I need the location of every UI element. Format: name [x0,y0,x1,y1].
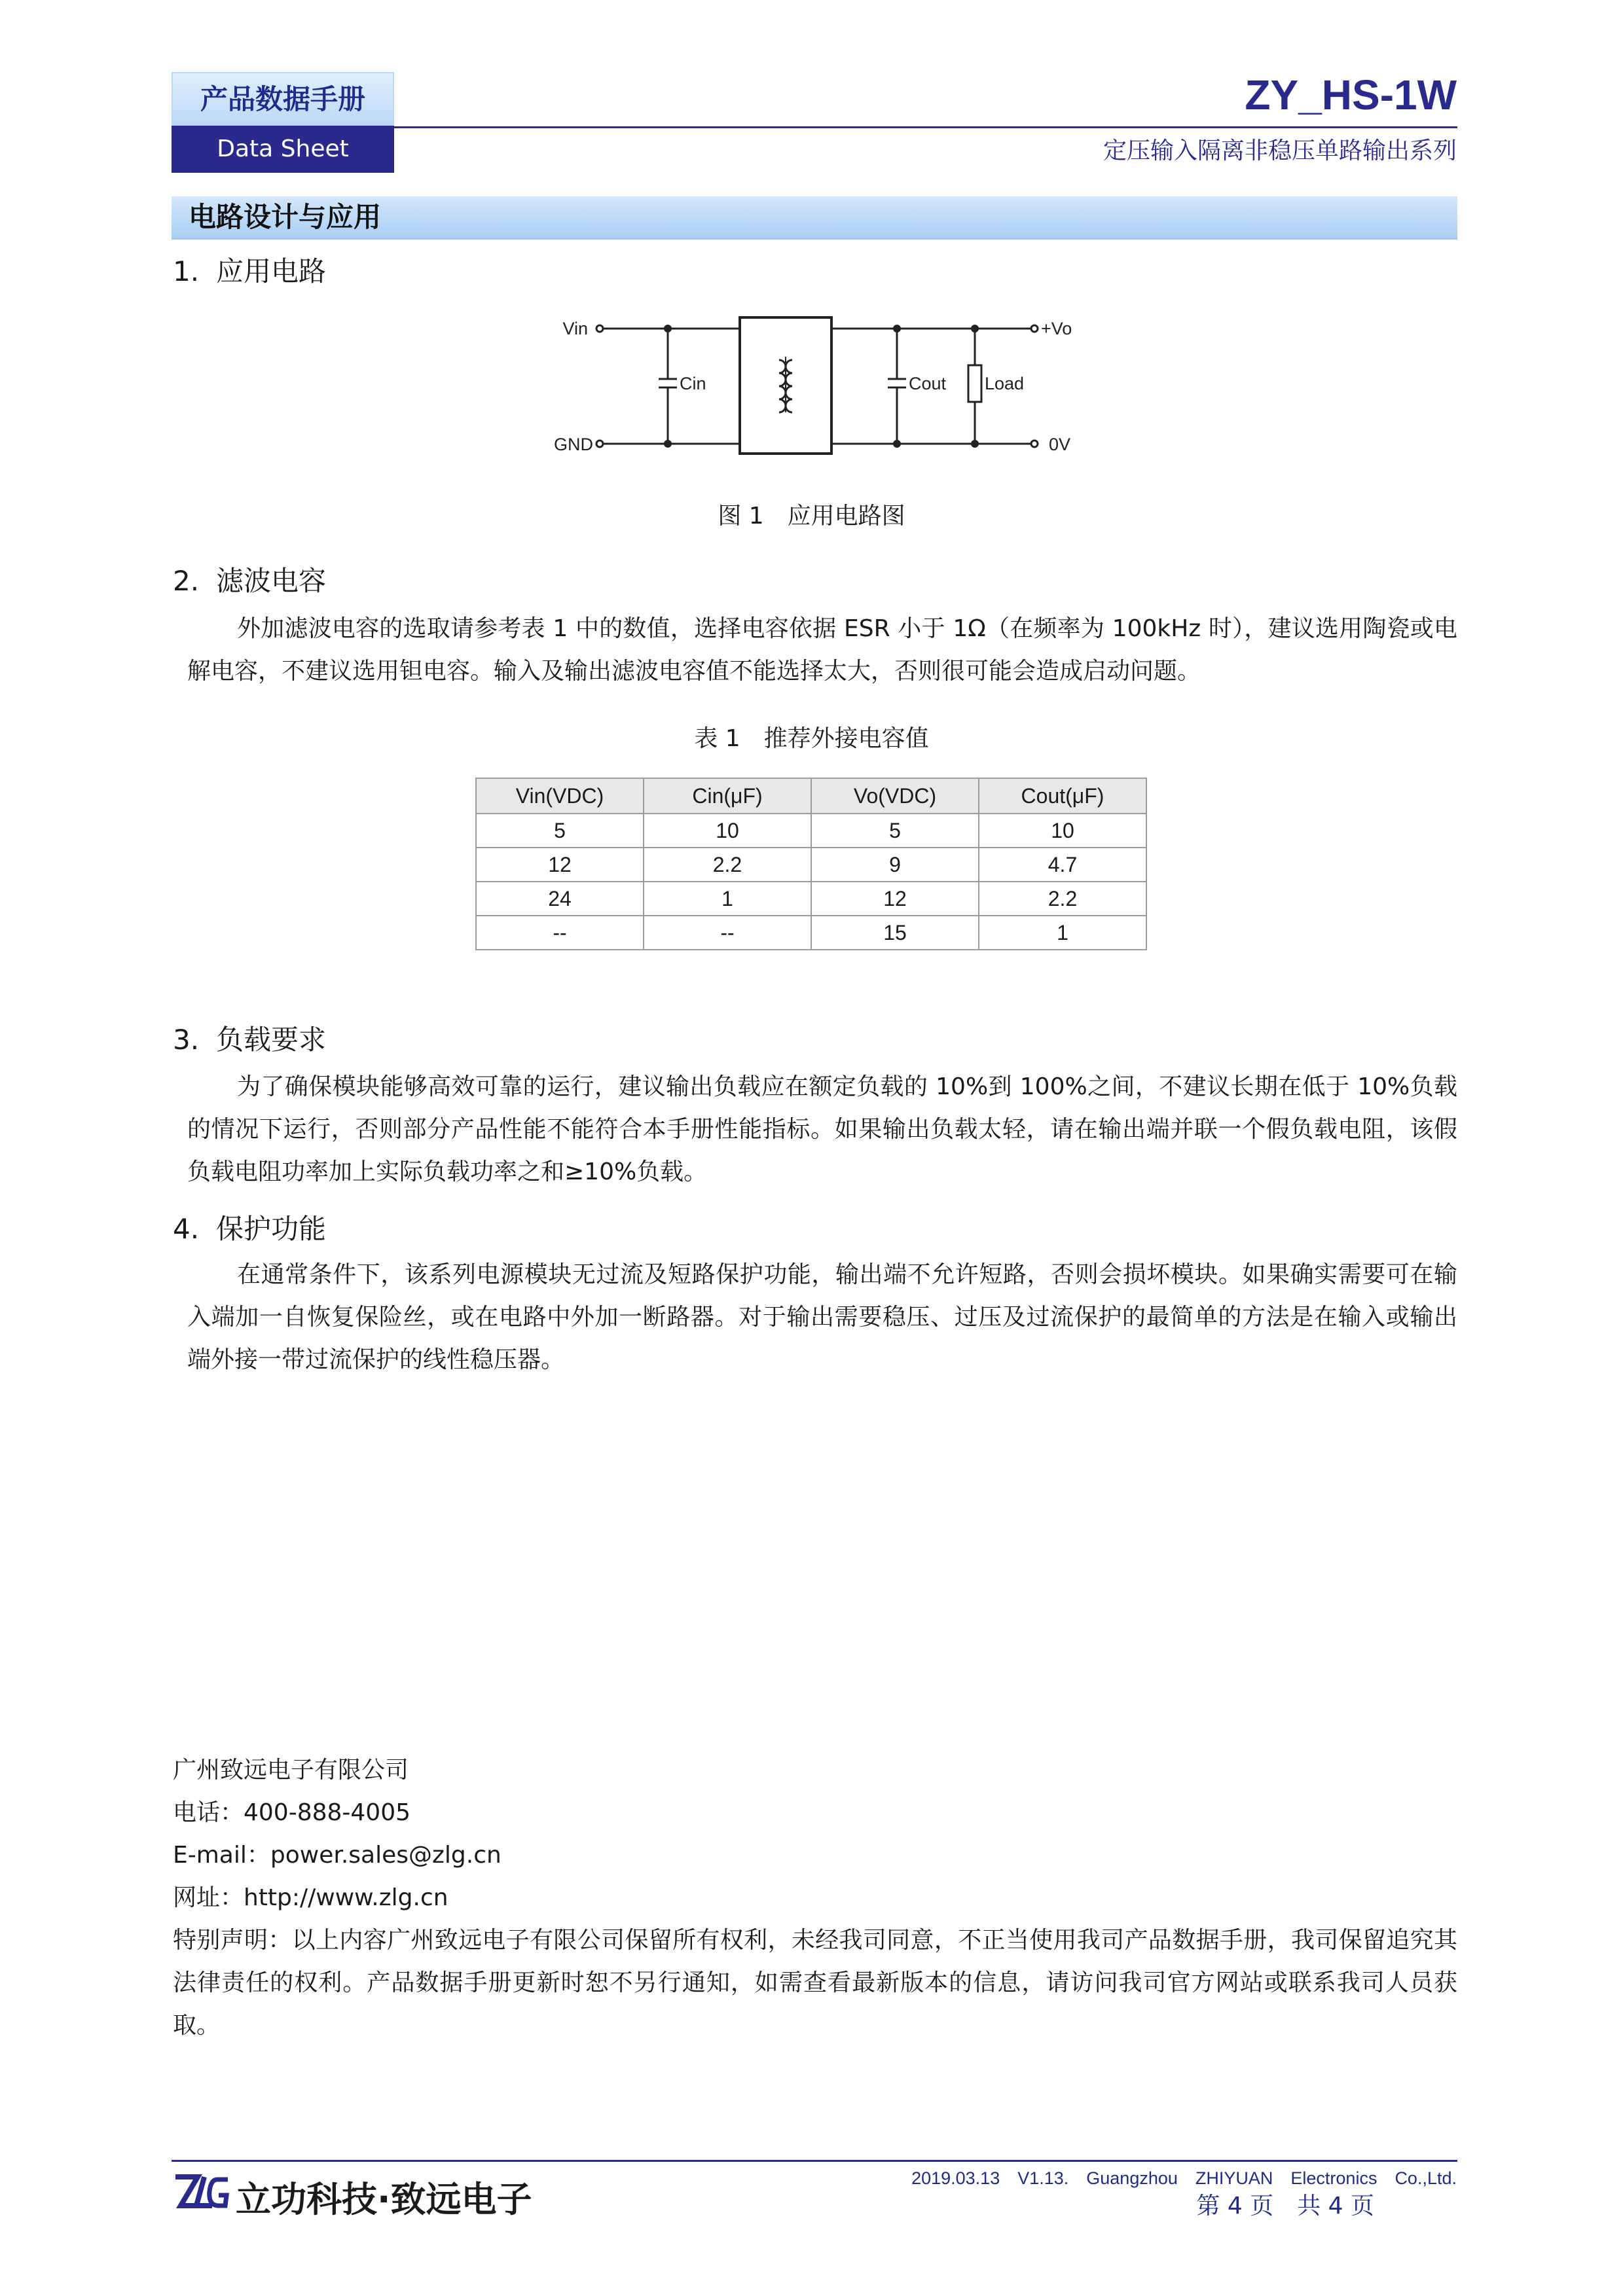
section-heading-3 [173,1018,326,1058]
legal-notice: 特别声明：以上内容广州致远电子有限公司保留所有权利，未经我司同意，不正当使用我司产品数据手册，我司保留追究其法律责任的权利。产品数据手册更新时恕不另行通知，如需查看最新版本的信息，请访问我司官方网站或联系我司人员获取。 [173,1927,1457,2039]
series-subtitle: 定压输入隔离非稳压单路输出系列 [1103,137,1457,164]
header-rule [394,126,1457,128]
header-tab-datasheet-en: Data Sheet [172,126,394,173]
brand-name: 立功科技·致远电子 [236,2179,532,2220]
company-email[interactable]: E-mail：power.sales@zlg.cn [173,1842,501,1869]
section-title-bar: 电路设计与应用 [172,196,1457,240]
section-number: 1. [173,255,200,287]
company-website[interactable]: 网址：http://www.zlg.cn [173,1884,448,1911]
table-cell: 10 [979,814,1146,848]
section-heading-1 [173,250,326,289]
circuit-wires [596,317,1038,454]
header-tab-datasheet-cn: 产品数据手册 [172,72,394,126]
section-title: 保护功能 [216,1213,327,1245]
label-vo: +Vo [1041,319,1072,338]
table-cell: 2.2 [979,882,1146,916]
label-cout: Cout [909,374,947,393]
table-cell: 24 [476,882,644,916]
label-load: Load [985,374,1025,393]
section-number: 4. [173,1213,200,1245]
label-vin: Vin [562,319,588,338]
table-caption: 表 1 推荐外接电容值 [694,725,929,752]
column-header: Vo(VDC) [811,778,979,814]
table-row [476,848,1146,882]
table-cell: 12 [811,882,979,916]
section-title: 应用电路 [216,255,327,287]
section-number: 2. [173,565,200,597]
table-cell: 2.2 [644,848,811,882]
paragraph-protection: 在通常条件下，该系列电源模块无过流及短路保护功能，输出端不允许短路，否则会损坏模块。如果确实需要可在输入端加一自恢复保险丝，或在电路中外加一断路器。对于输出需要稳压、过压及过流保护的最简单的方法是在输入或输出端外接一带过流保护的线性稳压器。 [187,1261,1457,1373]
table-cell: -- [476,916,644,950]
section-title: 滤波电容 [216,565,327,597]
table-row [476,814,1146,848]
table-cell: -- [644,916,811,950]
product-title: ZY_HS-1W [1245,71,1457,118]
label-cin: Cin [680,374,706,393]
table-cell: 1 [644,882,811,916]
zlg-logo-icon [172,2172,232,2212]
paragraph-filter-capacitor: 外加滤波电容的选取请参考表 1 中的数值，选择电容依据 ESR 小于 1Ω（在频率为 100kHz 时），建议选用陶瓷或电解电容，不建议选用钽电容。输入及输出滤波电容值不能选择太大，否则很可能会造成启动问题。 [187,615,1457,685]
section-heading-4 [173,1208,326,1247]
table-cell: 10 [644,814,811,848]
recommended-capacitor-table [475,778,1147,950]
paragraph-load-requirement: 为了确保模块能够高效可靠的运行，建议输出负载应在额定负载的 10%到 100%之间，不建议长期在低于 10%负载的情况下运行，否则部分产品性能不能符合本手册性能指标。如果输出负载太轻，请在输出端并联一个假负载电阻，该假负载电阻功率加上实际负载功率之和≥10%负载。 [187,1073,1457,1185]
table-header-row [476,778,1146,814]
page-number: 第 4 页 共 4 页 [1196,2193,1374,2219]
footer-date-version: 2019.03.13 V1.13. Guangzhou ZHIYUAN Electronics Co.,Ltd. [911,2168,1457,2188]
table-cell: 1 [979,916,1146,950]
table-cell: 5 [811,814,979,848]
table-row [476,882,1146,916]
table-cell: 9 [811,848,979,882]
table-cell: 4.7 [979,848,1146,882]
column-header: Vin(VDC) [476,778,644,814]
column-header: Cout(μF) [979,778,1146,814]
table-cell: 5 [476,814,644,848]
section-number: 3. [173,1024,200,1056]
section-title: 负载要求 [216,1024,327,1056]
table-cell: 15 [811,916,979,950]
label-0v: 0V [1049,435,1071,454]
section-heading-2 [173,560,326,599]
column-header: Cin(μF) [644,778,811,814]
company-name: 广州致远电子有限公司 [173,1757,409,1784]
footer-rule [172,2160,1457,2162]
figure-caption: 图 1 应用电路图 [718,503,905,529]
company-phone: 电话：400-888-4005 [173,1799,411,1826]
table-cell: 12 [476,848,644,882]
table-row [476,916,1146,950]
application-circuit-diagram [537,308,1093,465]
label-gnd: GND [554,435,593,454]
